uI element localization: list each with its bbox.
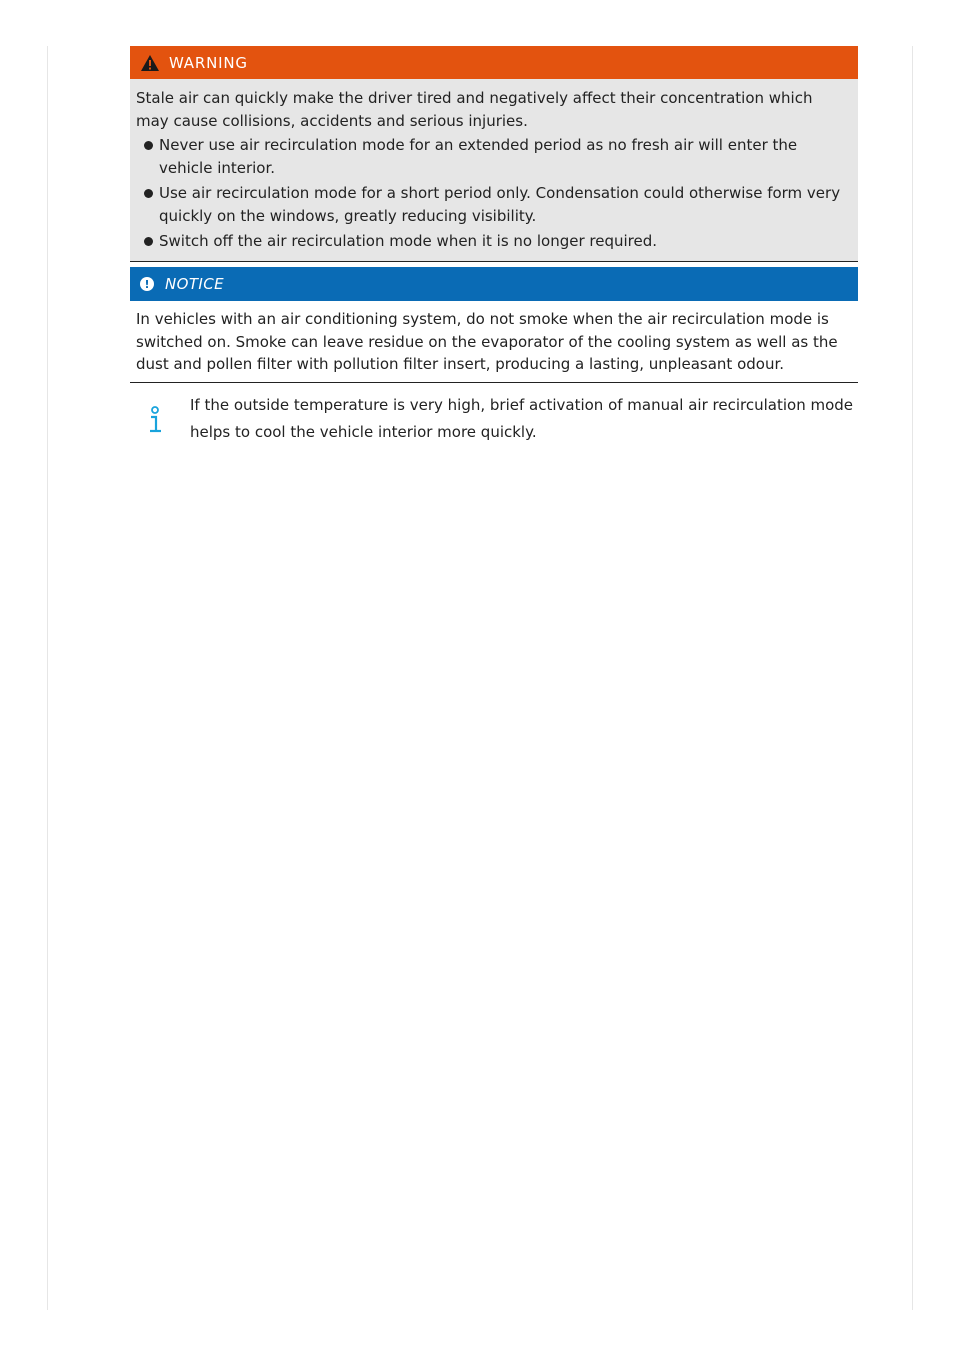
warning-list <box>136 134 848 253</box>
warning-body <box>130 79 858 261</box>
warning-list-item: Switch off the air recirculation mode when it is no longer required. <box>136 230 848 253</box>
notice-text: In vehicles with an air conditioning system, do not smoke when the air recirculation mode is switched on. Smoke can leave residue on the evaporator of the cooling system as well as the dust and pollen filter with pollution filter insert, producing a lasting, unpleasant odour. <box>136 310 838 373</box>
warning-title: WARNING <box>169 53 248 72</box>
warning-box <box>130 46 858 262</box>
notice-body <box>130 301 858 382</box>
warning-intro: Stale air can quickly make the driver tired and negatively affect their concentration which may cause collisions, accidents and serious injuries. <box>136 89 813 130</box>
exclamation-icon: ! <box>140 277 154 291</box>
notice-title: NOTICE <box>165 275 224 293</box>
right-margin-line <box>912 46 913 1310</box>
warning-header <box>130 46 858 79</box>
notice-box <box>130 267 858 383</box>
warning-triangle-icon <box>140 54 160 72</box>
warning-list-item: Use air recirculation mode for a short period only. Condensation could otherwise form very quickly on the windows, greatly reducing visibility. <box>136 182 848 227</box>
warning-list-item: Never use air recirculation mode for an extended period as no fresh air will enter the vehicle interior. <box>136 134 848 179</box>
left-margin-line <box>47 46 48 1310</box>
info-icon <box>140 396 170 446</box>
info-text: If the outside temperature is very high, brief activation of manual air recirculation mode helps to cool the vehicle interior more quickly. <box>190 396 854 441</box>
info-note <box>140 392 858 446</box>
notice-header <box>130 267 858 301</box>
